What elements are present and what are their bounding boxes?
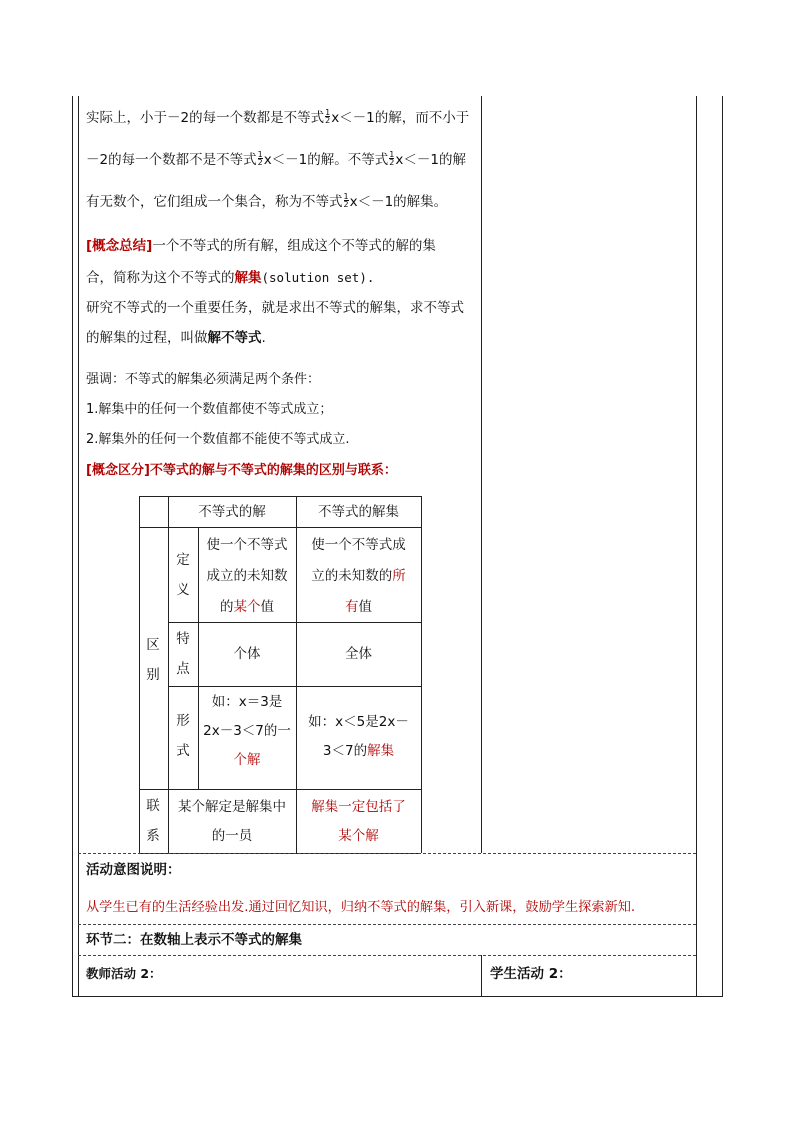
table-rule [139,496,421,497]
emphasis-title: 强调：不等式的解集必须满足两个条件： [86,372,321,387]
intent-body: 从学生已有的生活经验出发.通过回忆知识，归纳不等式的解集，引入新课，鼓励学生探索新知. [86,900,636,915]
concept-line-4: 的解集的过程，叫做解不等式. [86,330,266,346]
frame-bottom-border [72,996,723,997]
para-line-1: 实际上，小于－2的每一个数都是不等式 $\frac{1}{2}$ x＜－1的解，而不小于 [86,107,470,126]
para-line-2: －2的每一个数都不是不等式 $\frac{1}{2}$ x＜－1的解。不等式 $\frac{1}{2}$ x＜－1的解 [86,149,466,168]
row-label-form: 形 式 [176,713,190,759]
relation-solution-set-cell: 解集一定包括了 某个解 [311,799,406,844]
row-group-difference: 区 别 [146,637,160,683]
section-divider [78,924,696,925]
student-activity-label: 学生活动 2： [490,966,572,982]
distinction-heading: [概念区分]不等式的解与不等式的解集的区别与联系： [86,463,397,478]
definition-solution-set-cell: 使一个不等式成 立的未知数的所 有值 [311,537,406,615]
table-header-solution-set: 不等式的解集 [318,504,399,520]
frame-inner-left-border [78,96,79,996]
para-line-3: 有无数个，它们组成一个集合，称为不等式 $\frac{1}{2}$ x＜－1的解集。 [86,191,448,210]
row-label-feature: 特 点 [176,631,190,677]
definition-solution-cell: 使一个不等式 成立的未知数 的某个值 [206,537,288,615]
table-rule [139,527,421,528]
form-solution-cell: 如：x＝3是 2x－3＜7的一 个解 [203,694,291,768]
concept-line-2: 合，简称为这个不等式的解集(solution set). [86,270,375,286]
fraction-half: $\frac{1}{2}$ [325,107,331,125]
concept-tag: [概念总结] [86,238,153,254]
feature-solution-set-cell: 全体 [345,646,372,662]
concept-line-3: 研究不等式的一个重要任务，就是求出不等式的解集，求不等式 [86,300,464,316]
emphasis-item-2: 2.解集外的任何一个数值都不能使不等式成立. [86,432,350,447]
frame-inner-right-border [696,96,697,996]
fraction-half: $\frac{1}{2}$ [257,149,263,167]
row-label-definition: 定 义 [176,552,190,598]
term-solution-set: 解集 [234,270,262,286]
emphasis-item-1: 1.解集中的任何一个数值都使不等式成立； [86,402,333,417]
section-divider [78,955,696,956]
form-solution-set-cell: 如：x＜5是2x－ 3＜7的解集 [308,714,409,759]
intent-title: 活动意图说明： [86,862,181,878]
table-rule [168,686,421,687]
frame-left-border [72,96,73,996]
table-rule [421,496,422,853]
column-divider [481,96,482,853]
table-rule [139,496,140,853]
teacher-activity-label: 教师活动 2： [86,966,162,981]
frame-right-border [722,96,723,996]
column-divider-bottom [481,955,482,996]
row-label-relation: 联 系 [146,798,160,844]
fraction-half: $\frac{1}{2}$ [343,191,349,209]
fraction-half: $\frac{1}{2}$ [389,149,395,167]
section-2-title: 环节二：在数轴上表示不等式的解集 [86,932,302,948]
feature-solution-cell: 个体 [233,646,261,662]
section-divider [78,853,696,854]
table-header-solution: 不等式的解 [198,504,266,520]
relation-solution-cell: 某个解定是解集中 的一员 [178,799,286,844]
table-rule [139,789,421,790]
concept-line-1: [概念总结]一个不等式的所有解，组成这个不等式的解的集 [86,238,436,254]
